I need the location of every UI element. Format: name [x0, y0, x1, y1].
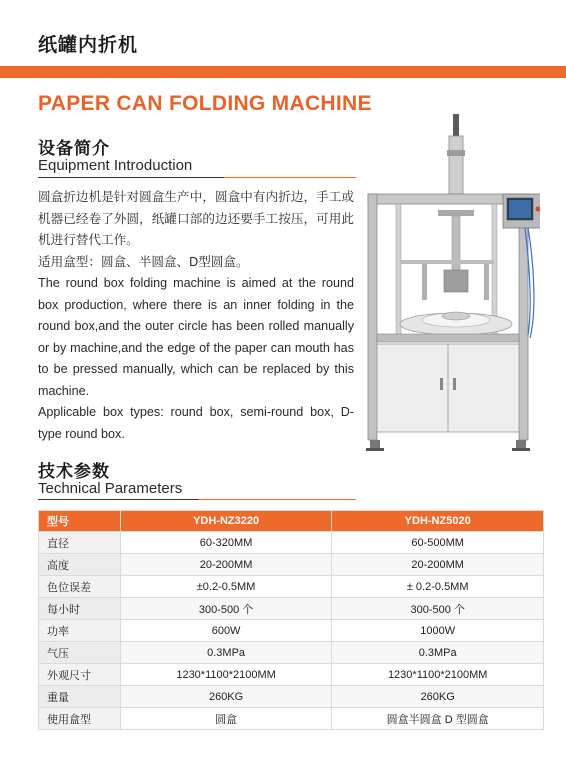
table-row — [39, 554, 544, 576]
row-label: 每小时 — [39, 598, 121, 620]
table-cell: 300-500 个 — [332, 598, 544, 620]
intro-heading-cn: 设备简介 — [38, 139, 110, 159]
table-row — [39, 664, 544, 686]
table-row — [39, 708, 544, 730]
header-accent-bar — [0, 66, 566, 78]
row-label: 使用盒型 — [39, 708, 121, 730]
table-cell: 20-200MM — [332, 554, 544, 576]
row-label: 高度 — [39, 554, 121, 576]
table-cell: 60-320MM — [120, 532, 332, 554]
table-cell: ±0.2-0.5MM — [120, 576, 332, 598]
table-cell: 260KG — [120, 686, 332, 708]
table-cell: 600W — [120, 620, 332, 642]
intro-paragraph-en-types: Applicable box types: round box, semi-round box, D-type round box. — [38, 405, 354, 441]
table-row — [39, 686, 544, 708]
intro-body — [38, 187, 354, 445]
table-cell: 20-200MM — [120, 554, 332, 576]
table-row — [39, 532, 544, 554]
params-heading-cn: 技术参数 — [38, 462, 110, 482]
params-heading-rule-accent — [198, 499, 356, 500]
intro-heading-en: Equipment Introduction — [38, 157, 193, 174]
table-cell: 1230*1100*2100MM — [332, 664, 544, 686]
table-cell: 60-500MM — [332, 532, 544, 554]
page-title-cn: 纸罐内折机 — [38, 34, 139, 56]
page-title-en: PAPER CAN FOLDING MACHINE — [38, 92, 372, 115]
table-cell: 圆盒半圆盒 D 型圆盒 — [332, 708, 544, 730]
params-heading-rule — [38, 499, 198, 500]
row-label: 气压 — [39, 642, 121, 664]
table-cell: 圆盒 — [120, 708, 332, 730]
row-label: 重量 — [39, 686, 121, 708]
intro-paragraph-cn-types: 适用盒型：圆盒、半圆盒、D型圆盒。 — [38, 254, 249, 269]
row-label: 色位误差 — [39, 576, 121, 598]
table-cell: 300-500 个 — [120, 598, 332, 620]
params-heading-en: Technical Parameters — [38, 480, 183, 497]
table-cell: 0.3MPa — [332, 642, 544, 664]
intro-heading-rule-accent — [224, 177, 356, 178]
intro-heading-rule — [38, 177, 224, 178]
params-table — [38, 510, 544, 730]
machine-image — [360, 110, 540, 455]
table-cell: 0.3MPa — [120, 642, 332, 664]
header-cell-model: 型号 — [39, 511, 121, 532]
table-cell: 1230*1100*2100MM — [120, 664, 332, 686]
table-cell: 1000W — [332, 620, 544, 642]
row-label: 功率 — [39, 620, 121, 642]
table-row — [39, 576, 544, 598]
header-cell-nz3220: YDH-NZ3220 — [120, 511, 332, 532]
table-row — [39, 598, 544, 620]
header-cell-nz5020: YDH-NZ5020 — [332, 511, 544, 532]
table-row — [39, 642, 544, 664]
table-row — [39, 620, 544, 642]
row-label: 直径 — [39, 532, 121, 554]
intro-paragraph-cn: 圆盒折边机是针对圆盒生产中，圆盒中有内折边，手工或机器已经卷了外圆，纸罐口部的边还要手工按压，可用此机进行替代工作。 — [38, 190, 354, 247]
table-cell: ± 0.2-0.5MM — [332, 576, 544, 598]
row-label: 外观尺寸 — [39, 664, 121, 686]
intro-paragraph-en: The round box folding machine is aimed at the round box production, where there is an inner folding in the round box,and the outer circle has been rolled manually or by machine,and the edge of the paper can mouth has to be pressed manually, which can be replaced by this machine. — [38, 276, 354, 398]
table-cell: 260KG — [332, 686, 544, 708]
params-header-row — [39, 511, 544, 532]
